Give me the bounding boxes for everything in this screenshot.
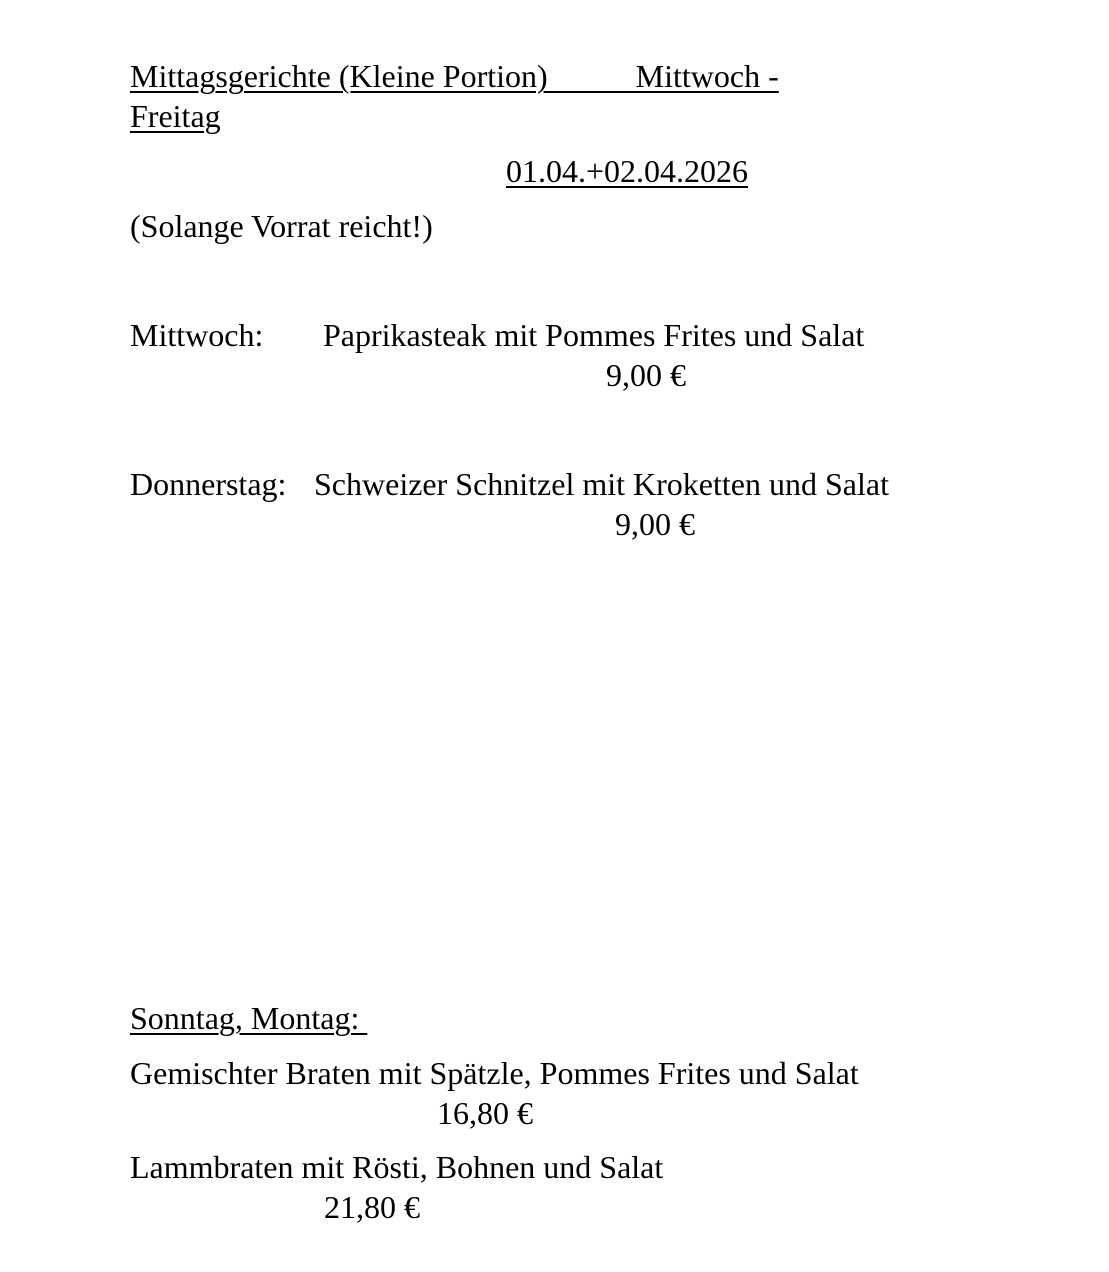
menu-dish-name: Paprikasteak mit Pommes Frites und Salat — [323, 317, 865, 353]
menu-dish-name: Gemischter Braten mit Spätzle, Pommes Frites und Salat — [130, 1055, 859, 1091]
weekend-menu-heading: Sonntag, Montag: — [130, 1000, 368, 1036]
menu-dish-price: 9,00 € — [615, 506, 695, 542]
menu-date-range: 01.04.+02.04.2026 — [506, 153, 749, 189]
menu-title-line-2: Freitag — [130, 98, 221, 134]
menu-day-label: Donnerstag: — [130, 466, 287, 502]
menu-dish-price: 21,80 € — [324, 1189, 420, 1225]
menu-title-line-1: Mittagsgerichte (Kleine Portion) Mittwoch - — [130, 58, 779, 94]
menu-dish-price: 9,00 € — [606, 357, 686, 393]
menu-dish-name: Lammbraten mit Rösti, Bohnen und Salat — [130, 1149, 664, 1185]
menu-dish-price: 16,80 € — [437, 1095, 533, 1131]
menu-dish-name: Schweizer Schnitzel mit Kroketten und Salat — [314, 466, 889, 502]
menu-day-label: Mittwoch: — [130, 317, 264, 353]
menu-availability-note: (Solange Vorrat reicht!) — [130, 208, 433, 244]
